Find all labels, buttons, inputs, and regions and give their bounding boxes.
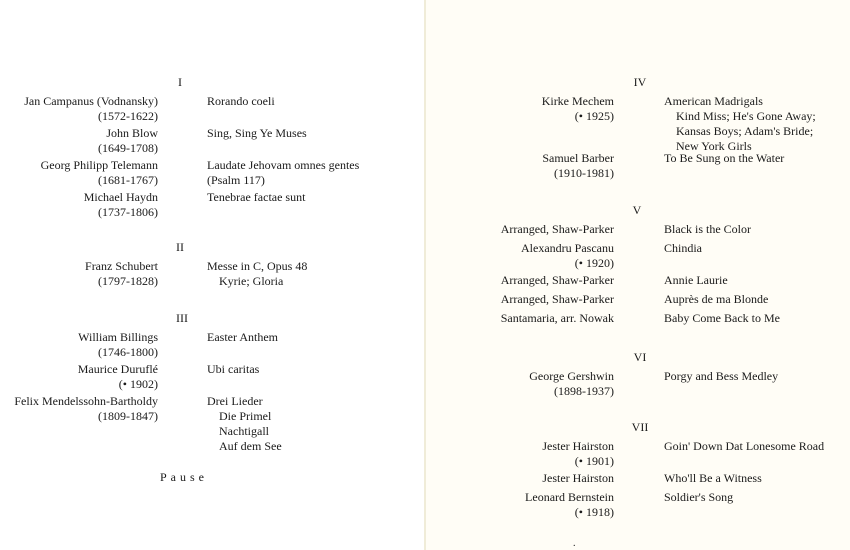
composer-name: Jester Hairston bbox=[542, 471, 614, 485]
work-title bbox=[207, 158, 359, 188]
work-subtitle-line: Auf dem See bbox=[219, 439, 282, 453]
section-heading: I bbox=[178, 75, 182, 89]
work-subtitle-line: Kansas Boys; Adam's Bride; bbox=[676, 124, 814, 138]
work-subtitle-line: New York Girls bbox=[676, 139, 752, 153]
composer bbox=[78, 362, 158, 392]
composer bbox=[41, 158, 158, 188]
section-heading: IV bbox=[633, 75, 647, 89]
composer bbox=[542, 151, 614, 181]
composer bbox=[501, 222, 614, 237]
composer-name: Franz Schubert bbox=[85, 259, 158, 273]
work-title-line: Soldier's Song bbox=[664, 490, 734, 504]
composer-dates: (1797-1828) bbox=[98, 274, 158, 288]
work-title-line: Rorando coeli bbox=[207, 94, 275, 108]
work-title-line: Drei Lieder bbox=[207, 394, 263, 408]
composer bbox=[529, 369, 614, 399]
composer-name: Arranged, Shaw-Parker bbox=[500, 292, 614, 306]
composer bbox=[542, 439, 614, 469]
composer bbox=[98, 126, 158, 156]
work-title bbox=[207, 94, 275, 109]
work-title-line: Easter Anthem bbox=[207, 330, 278, 344]
work-subtitle-line: Die Primel bbox=[219, 409, 272, 423]
composer-name: Michael Haydn bbox=[83, 190, 158, 204]
work-title-line: Black is the Color bbox=[664, 222, 751, 236]
composer-dates: (• 1901) bbox=[574, 454, 614, 468]
composer-dates: (• 1918) bbox=[574, 505, 614, 519]
composer bbox=[84, 190, 158, 220]
composer-dates: (1910-1981) bbox=[554, 166, 614, 180]
footer-mark: . bbox=[573, 538, 576, 549]
work-title bbox=[664, 311, 780, 326]
composer-name: Samuel Barber bbox=[542, 151, 614, 165]
composer-name: Alexandru Pascanu bbox=[521, 241, 614, 255]
work-subtitle-line: Kind Miss; He's Gone Away; bbox=[676, 109, 816, 123]
work-subtitle-line: (Psalm 117) bbox=[207, 173, 265, 187]
work-title bbox=[664, 490, 733, 505]
work-title bbox=[664, 369, 778, 384]
work-title bbox=[664, 241, 702, 256]
composer-name: George Gershwin bbox=[529, 369, 614, 383]
work-title bbox=[664, 222, 751, 237]
composer bbox=[85, 259, 158, 289]
work-title bbox=[664, 273, 728, 288]
composer-name: Georg Philipp Telemann bbox=[40, 158, 158, 172]
composer-name: Santamaria, arr. Nowak bbox=[500, 311, 614, 325]
composer-dates: (1746-1800) bbox=[98, 345, 158, 359]
work-title-line: Baby Come Back to Me bbox=[664, 311, 780, 325]
work-subtitle-line: Kyrie; Gloria bbox=[219, 274, 284, 288]
work-title bbox=[207, 394, 282, 454]
composer-name: Arranged, Shaw-Parker bbox=[500, 222, 614, 236]
work-title-line: Tenebrae factae sunt bbox=[207, 190, 306, 204]
composer-name: Jan Campanus (Vodnansky) bbox=[24, 94, 158, 108]
section-heading: VII bbox=[631, 420, 649, 434]
work-title-line: Laudate Jehovam omnes gentes bbox=[207, 158, 360, 172]
composer bbox=[521, 241, 614, 271]
composer-name: Maurice Duruflé bbox=[77, 362, 158, 376]
work-title bbox=[207, 126, 307, 141]
work-title-line: Messe in C, Opus 48 bbox=[207, 259, 308, 273]
composer-name: Jester Hairston bbox=[542, 439, 614, 453]
work-title bbox=[664, 94, 816, 154]
composer-dates: (• 1925) bbox=[574, 109, 614, 123]
work-title-line: To Be Sung on the Water bbox=[664, 151, 785, 165]
work-title-line: Ubi caritas bbox=[207, 362, 260, 376]
work-title-line: Who'll Be a Witness bbox=[664, 471, 762, 485]
section-heading: III bbox=[176, 311, 188, 325]
composer bbox=[501, 292, 614, 307]
composer-dates: (1681-1767) bbox=[98, 173, 158, 187]
section-heading: V bbox=[632, 203, 642, 217]
section-heading: VI bbox=[633, 350, 647, 364]
work-title-line: Goin' Down Dat Lonesome Road bbox=[664, 439, 825, 453]
composer-name: Leonard Bernstein bbox=[525, 490, 614, 504]
page-fold bbox=[424, 0, 426, 550]
composer-dates: (1737-1806) bbox=[98, 205, 158, 219]
composer-dates: (1809-1847) bbox=[98, 409, 158, 423]
work-title-line: American Madrigals bbox=[664, 94, 763, 108]
composer bbox=[78, 330, 158, 360]
work-title bbox=[207, 259, 307, 289]
composer bbox=[542, 471, 614, 486]
composer-name: Kirke Mechem bbox=[541, 94, 614, 108]
composer bbox=[501, 273, 614, 288]
composer-dates: (1898-1937) bbox=[554, 384, 614, 398]
work-title bbox=[207, 362, 259, 377]
composer-name: William Billings bbox=[78, 330, 158, 344]
composer-dates: (• 1920) bbox=[574, 256, 614, 270]
composer bbox=[525, 490, 614, 520]
composer-name: John Blow bbox=[106, 126, 158, 140]
work-title bbox=[207, 330, 278, 345]
composer bbox=[542, 94, 614, 124]
work-title-line: Sing, Sing Ye Muses bbox=[207, 126, 307, 140]
composer-dates: (1572-1622) bbox=[98, 109, 158, 123]
intermission-label: Pause bbox=[160, 470, 208, 484]
work-title-line: Auprès de ma Blonde bbox=[664, 292, 769, 306]
composer-dates: (1649-1708) bbox=[98, 141, 158, 155]
composer-name: Felix Mendelssohn-Bartholdy bbox=[14, 394, 158, 408]
composer-name: Arranged, Shaw-Parker bbox=[500, 273, 614, 287]
work-title bbox=[664, 292, 768, 307]
work-title bbox=[207, 190, 305, 205]
section-heading: II bbox=[176, 240, 184, 254]
work-subtitle-line: Nachtigall bbox=[219, 424, 269, 438]
composer-dates: (• 1902) bbox=[118, 377, 158, 391]
work-title bbox=[664, 439, 824, 454]
composer bbox=[14, 394, 158, 424]
work-title bbox=[664, 151, 784, 166]
work-title-line: Chindia bbox=[664, 241, 702, 255]
composer bbox=[24, 94, 158, 124]
work-title bbox=[664, 471, 762, 486]
work-title-line: Porgy and Bess Medley bbox=[664, 369, 779, 383]
composer bbox=[501, 311, 614, 326]
work-title-line: Annie Laurie bbox=[664, 273, 728, 287]
